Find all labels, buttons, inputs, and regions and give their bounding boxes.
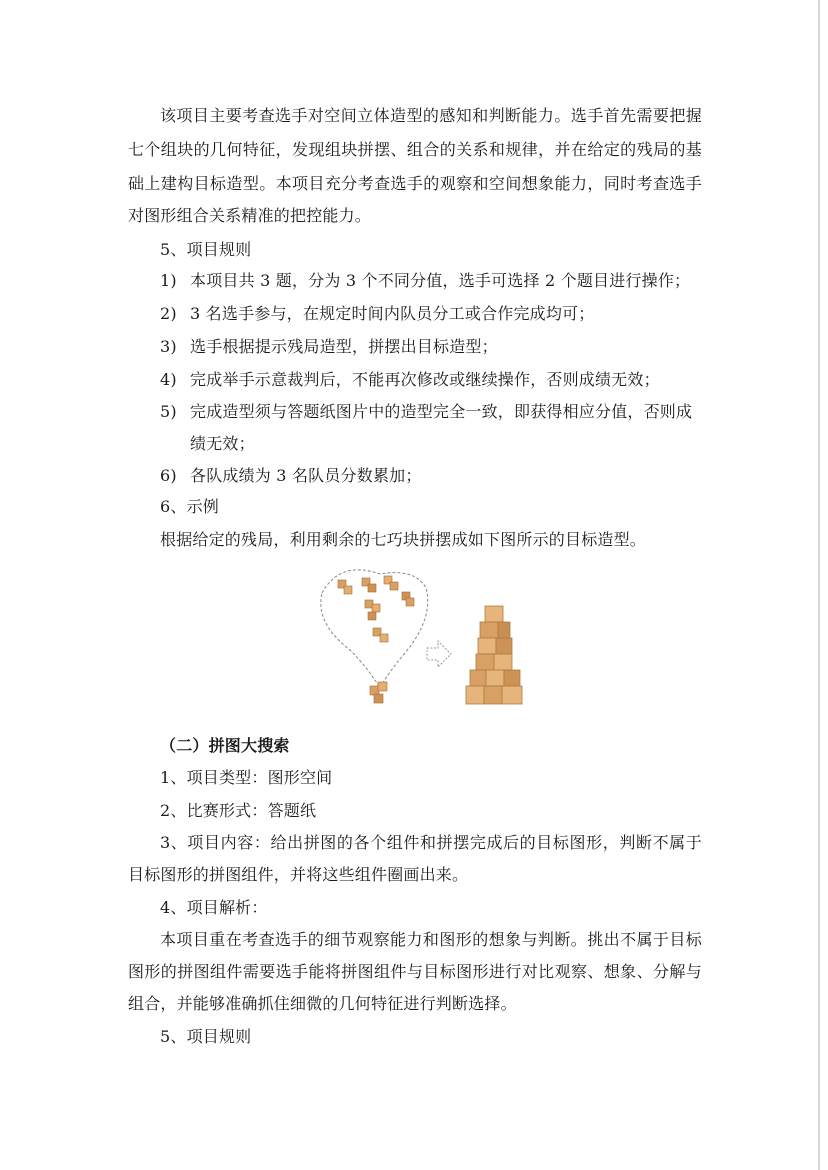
section2-analysis-line-1: 本项目重在考查选手的细节观察能力和图形的想象与判断。挑出不属于目标 [160,930,702,949]
para1-line-1: 该项目主要考查选手对空间立体造型的感知和判断能力。选手首先需要把握 [160,106,702,125]
rule-text: 各队成绩为 3 名队员分数累加； [190,466,422,485]
rule-text: 完成举手示意裁判后，不能再次修改或继续操作，否则成绩无效； [190,370,660,389]
rule-number: 6) [160,466,177,485]
rule-number: 1) [160,271,177,290]
section2-format: 2、比赛形式：答题纸 [160,801,317,820]
section2-analysis-heading: 4、项目解析： [160,898,268,917]
section2-type: 1、项目类型：图形空间 [160,768,333,787]
rule-number: 3) [160,337,177,356]
para1-line-3: 础上建构目标造型。本项目充分考查选手的观察和空间想象能力，同时考查选手 [128,174,702,193]
rule-item [160,370,660,390]
tangram-piece-set [338,576,414,642]
section2-title: （二）拼图大搜索 [160,736,290,755]
remaining-piece [370,682,387,703]
right-arrow-icon [427,641,451,667]
example-text: 根据给定的残局，利用剩余的七巧块拼摆成如下图所示的目标造型。 [160,530,647,549]
section2-content-line-1: 3、项目内容：给出拼图的各个组件和拼摆完成后的目标图形，判断不属于 [160,833,702,852]
rule-text: 3 名选手参与，在规定时间内队员分工或合作完成均可； [190,304,595,323]
rule-text: 完成造型须与答题纸图片中的造型完全一致，即获得相应分值，否则成 [190,402,693,421]
rule-item [160,402,692,422]
section2-analysis-line-3: 组合，并能够准确抓住细微的几何特征进行判断选择。 [128,994,517,1013]
rule-item [160,304,594,324]
rule-text: 本项目共 3 题，分为 3 个不同分值，选手可选择 2 个题目进行操作； [190,271,691,290]
section2-content-line-2: 目标图形的拼图组件，并将这些组件圈画出来。 [128,865,469,884]
rule-number: 4) [160,370,177,389]
rule-item [160,466,422,486]
rule-number: 5) [160,402,177,421]
rule-number: 2) [160,304,177,323]
rule-item [160,337,498,357]
tangram-example-figure [310,568,540,718]
para1-line-4: 对图形组合关系精准的把控能力。 [128,206,372,225]
rule-item-continuation: 绩无效； [190,434,255,453]
rule-item [160,271,690,291]
target-tower [466,606,522,704]
rules-heading: 5、项目规则 [160,240,252,259]
section2-analysis-line-2: 图形的拼图组件需要选手能将拼图组件与目标图形进行对比观察、想象、分解与 [128,962,702,981]
section2-rules-heading: 5、项目规则 [160,1027,252,1046]
example-heading: 6、示例 [160,497,219,516]
rule-text: 选手根据提示残局造型，拼摆出目标造型； [190,337,498,356]
para1-line-2: 七个组块的几何特征，发现组块拼摆、组合的关系和规律，并在给定的残局的基 [128,140,702,159]
